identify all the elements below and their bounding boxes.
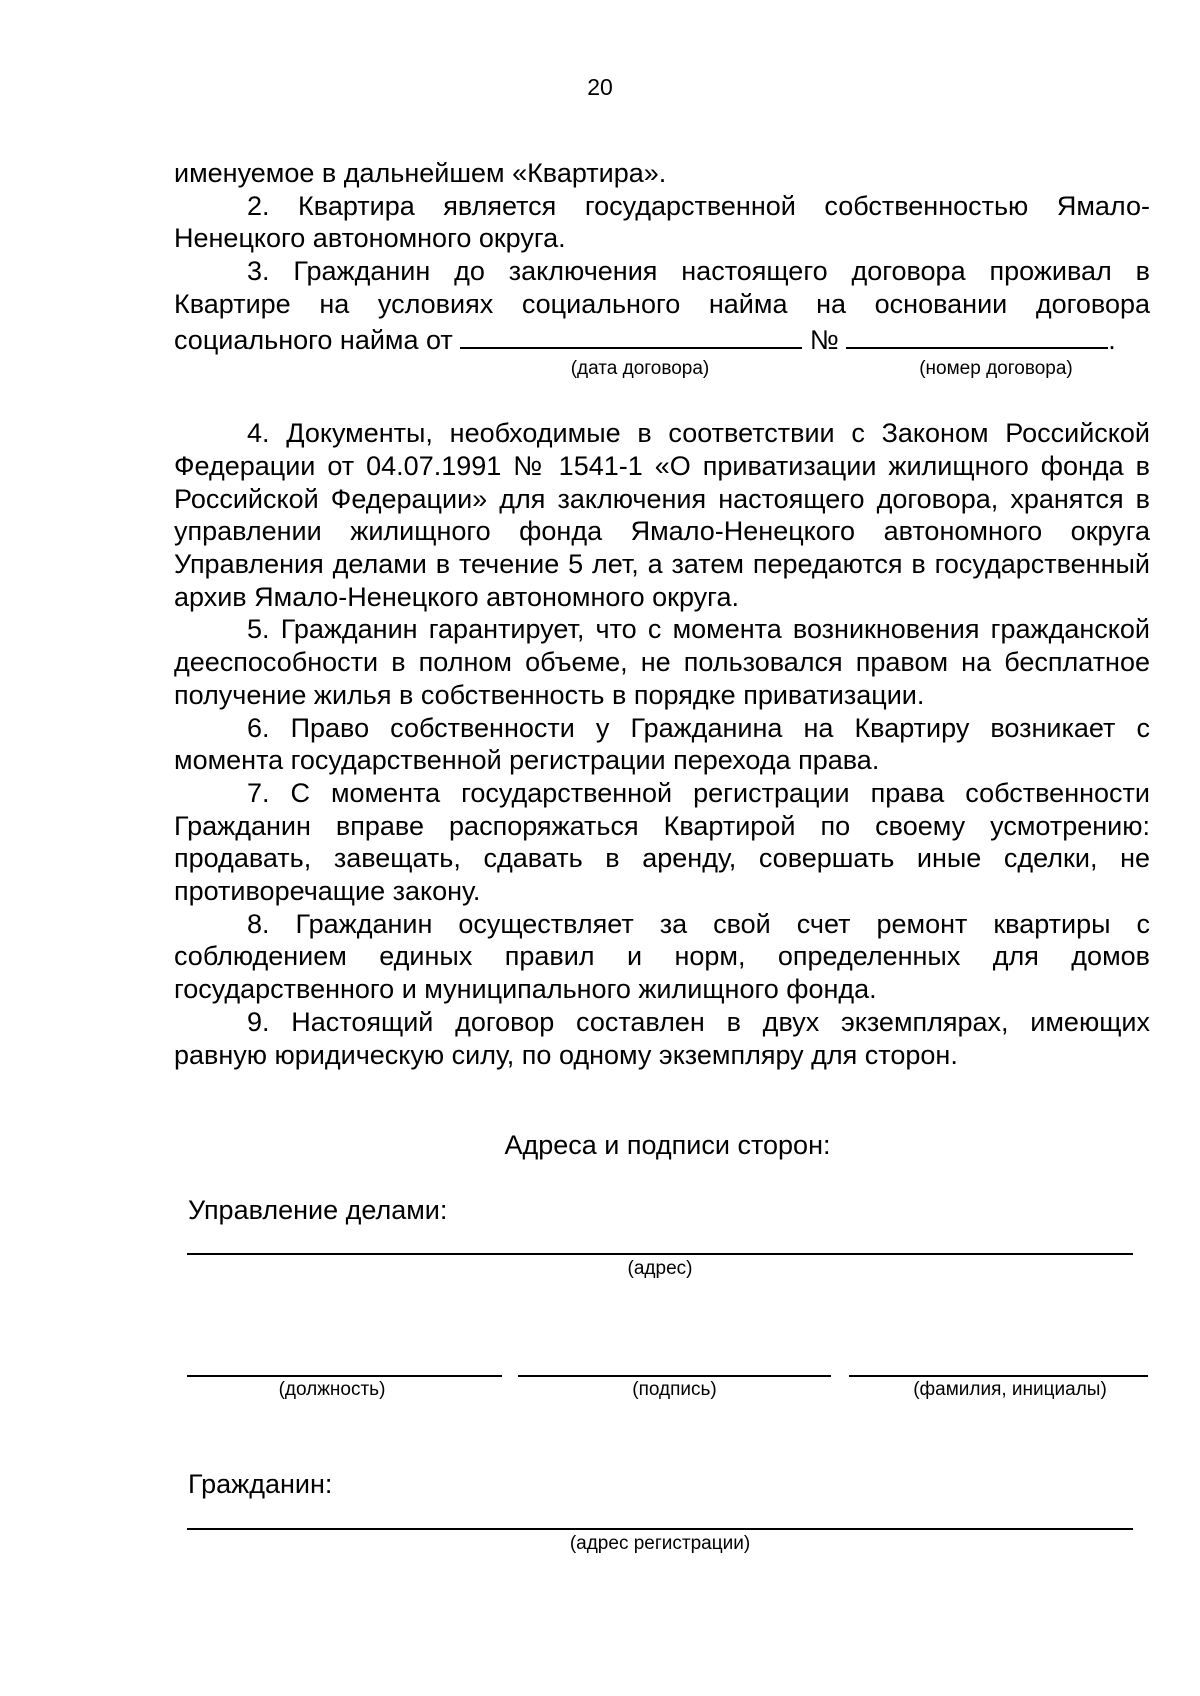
number-sign: № bbox=[809, 324, 839, 355]
contract-body bbox=[174, 157, 1150, 1071]
position-caption: (должность) bbox=[278, 1379, 386, 1400]
citizen-label: Гражданин: bbox=[188, 1469, 333, 1499]
name-line bbox=[849, 1375, 1148, 1377]
management-label: Управление делами: bbox=[188, 1195, 448, 1225]
contract-number-hint: (номер договора) bbox=[919, 358, 1073, 380]
paragraph-6: 6. Право собственности у Гражданина на Квартиру возникает с момента государственной регистрации перехода права. bbox=[174, 712, 1150, 776]
paragraph-2: 2. Квартира является государственной собственностью Ямало-Ненецкого автономного округа. bbox=[174, 190, 1150, 254]
contract-date-hint: (дата договора) bbox=[570, 358, 710, 380]
contract-date-blank bbox=[460, 321, 802, 349]
paragraph-5: 5. Гражданин гарантирует, что с момента возникновения гражданской дееспособности в полном объеме, не пользовался правом на бесплатное получение жилья в собственность в порядке приватизации. bbox=[174, 614, 1150, 710]
paragraph-9: 9. Настоящий договор составлен в двух экземплярах, имеющих равную юридическую силу, по одному экземпляру для сторон. bbox=[174, 1006, 1150, 1070]
signature-line bbox=[518, 1375, 831, 1377]
signatures-heading: Адреса и подписи сторон: bbox=[504, 1130, 831, 1160]
paragraph-3: 3. Гражданин до заключения настоящего договора проживал в Квартире на условиях социального найма на основании договора bbox=[174, 256, 1150, 319]
paragraph-3-blanks bbox=[174, 321, 1150, 357]
paragraph-1-tail: именуемое в дальнейшем «Квартира». bbox=[174, 158, 667, 188]
spacer bbox=[174, 386, 1150, 417]
management-address-line bbox=[187, 1253, 1133, 1255]
signature-caption: (подпись) bbox=[632, 1379, 717, 1400]
name-caption: (фамилия, инициалы) bbox=[913, 1379, 1107, 1400]
address-caption: (адрес) bbox=[627, 1258, 693, 1279]
paragraph-4: 4. Документы, необходимые в соответствии с Законом Российской Федерации от 04.07.1991 № 1541-1 «О приватизации жилищного фонда в Российской Федерации» для заключения настоящего договора, хранятся в управлении жилищного фонда Ямало-Ненецкого автономного округа Управления делами в течение 5 лет, а затем передаются в государственный архив Ямало-Ненецкого автономного округа. bbox=[174, 418, 1150, 612]
position-line bbox=[187, 1375, 502, 1377]
paragraph-3-hints bbox=[174, 356, 1150, 386]
paragraph-8: 8. Гражданин осуществляет за свой счет ремонт квартиры с соблюдением единых правил и норм, определенных для домов государственного и муниципального жилищного фонда. bbox=[174, 908, 1150, 1005]
contract-number-blank bbox=[846, 321, 1108, 349]
contract-from-text: социального найма от bbox=[174, 324, 453, 355]
registration-caption: (адрес регистрации) bbox=[569, 1533, 751, 1554]
registration-address-line bbox=[187, 1528, 1133, 1530]
paragraph-7: 7. С момента государственной регистрации права собственности Гражданин вправе распоряжаться Квартирой по своему усмотрению: продавать, завещать, сдавать в аренду, совершать иные сделки, не противоречащие закону. bbox=[174, 777, 1150, 907]
page-number: 20 bbox=[587, 74, 613, 100]
paragraph-3-end: . bbox=[1108, 324, 1116, 355]
